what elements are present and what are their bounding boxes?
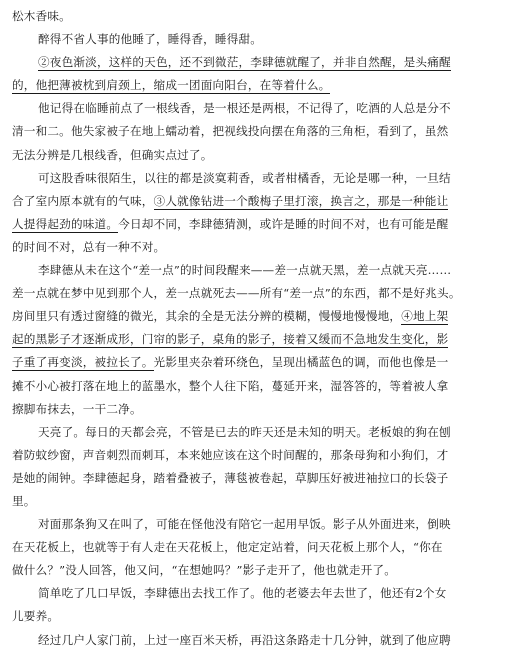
text-line bbox=[12, 167, 500, 190]
text-line bbox=[12, 305, 500, 328]
text-line bbox=[12, 444, 500, 467]
underlined-text: ②夜色渐淡，这样的天色，还不到微茫，李肆德就醒了，并非自然醒，是头痛醒 bbox=[38, 55, 451, 70]
text-line bbox=[12, 629, 500, 652]
text-line bbox=[12, 282, 500, 305]
text-span: 简单吃了几口早饭，李肆德出去找工作了。他的老婆去年去世了，他还有2个女 bbox=[38, 586, 447, 601]
text-line bbox=[12, 236, 500, 259]
underlined-text: 人提得起劲的味道。 bbox=[12, 216, 119, 231]
text-line bbox=[12, 582, 500, 605]
text-line bbox=[12, 5, 500, 28]
text-line bbox=[12, 351, 500, 374]
text-line bbox=[12, 398, 500, 421]
text-span: 今日却不同，李肆德猜测，或许是睡的时间不对，也有可能是醒 bbox=[118, 216, 449, 231]
text-line bbox=[12, 213, 500, 236]
text-span: 在天花板上，也就等于有人走在天花板上，他定定站着，问天花板上那个人，“你在 bbox=[12, 540, 443, 555]
text-line bbox=[12, 605, 500, 628]
underlined-text: 的，他把薄被枕到肩颈上，缩成一团面向阳台，在等着什么。 bbox=[12, 78, 331, 93]
text-line bbox=[12, 328, 500, 351]
text-line bbox=[12, 28, 500, 51]
text-span: 擦脚布抹去，一干二净。 bbox=[12, 401, 142, 416]
underlined-text: 子重了再变淡，被拉长了。 bbox=[12, 355, 154, 370]
text-span: 无法分辨是几根线香，但确实点过了。 bbox=[12, 147, 213, 162]
text-span: 对面那条狗又在叫了，可能在怪他没有陪它一起用早饭。影子从外面进来，倒映 bbox=[38, 517, 451, 532]
text-line bbox=[12, 536, 500, 559]
text-line bbox=[12, 97, 500, 120]
text-line bbox=[12, 559, 500, 582]
text-span: 天亮了。每日的天都会亮，不管是已去的昨天还是未知的明天。老板娘的狗在刨 bbox=[38, 424, 451, 439]
text-span: 合了室内原本就有的气味， bbox=[12, 193, 154, 208]
underlined-text: ③人就像钻进一个酸梅子里打滚，换言之，那是一种能让 bbox=[153, 193, 449, 208]
text-line bbox=[12, 513, 500, 536]
text-span: 着防蚊纱窗，声音刺烈而刺耳，本来她应该在这个时间醒的，那条母狗和小狗们，才 bbox=[12, 447, 449, 462]
text-line bbox=[12, 467, 500, 490]
text-span: 是她的闹钟。李肆德起身，踏着叠被子，薄毯被卷起，草脚压好被进袖拉口的长袋子 bbox=[12, 470, 449, 485]
text-line bbox=[12, 421, 500, 444]
text-span: 他记得在临睡前点了一根线香，是一根还是两根，不记得了，吃酒的人总是分不 bbox=[38, 101, 451, 116]
text-span: 房间里只有透过窗缝的微光，其余的全是无法分辨的模糊，慢慢地慢慢地， bbox=[12, 309, 402, 324]
text-line bbox=[12, 144, 500, 167]
underlined-text: ④地上架 bbox=[401, 309, 449, 324]
text-line bbox=[12, 490, 500, 513]
text-span: 松木香味。 bbox=[12, 9, 71, 23]
text-span: 做什么？”没人回答，他又问，“在想她吗？”影子走开了，他也就走开了。 bbox=[12, 563, 396, 578]
text-span: 里。 bbox=[12, 493, 36, 508]
text-line bbox=[12, 190, 500, 213]
text-line bbox=[12, 375, 500, 398]
text-span: 可这股香味很陌生，以往的都是淡寞莉香，或者柑橘香，无论是哪一种，一旦结 bbox=[38, 170, 451, 185]
text-span: 清一和二。他失家被子在地上蠕动着，把视线投向摆在角落的三角柜，看到了，虽然 bbox=[12, 124, 449, 139]
text-line bbox=[12, 120, 500, 143]
text-span: 摊不小心被打落在地上的蓝墨水，整个人往下陷，蔓延开来，湿答答的，等着被人拿 bbox=[12, 378, 449, 393]
text-span: 光影里夹杂着环绕色，呈现出橘蓝色的调，而他也像是一 bbox=[153, 355, 449, 370]
text-span: 儿要养。 bbox=[12, 609, 60, 624]
text-span: 醉得不省人事的他睡了，睡得香，睡得甜。 bbox=[38, 32, 263, 47]
text-span: 李肆德从未在这个“差一点”的时间段醒来——差一点就天黑，差一点就天亮…… bbox=[38, 263, 452, 278]
text-span: 经过几户人家门前，上过一座百米天桥，再沿这条路走十几分钟，就到了他应聘 bbox=[38, 632, 451, 647]
text-line bbox=[12, 74, 500, 97]
text-line bbox=[12, 259, 500, 282]
text-span: 差一点就在梦中见到那个人，差一点就死去——所有“差一点”的东西，都不是好兆头。 bbox=[12, 286, 461, 301]
text-line bbox=[12, 51, 500, 74]
text-span: 的时间不对，总有一种不对。 bbox=[12, 239, 166, 254]
underlined-text: 起的黑影子才逐渐成形，门帘的影子，桌角的影子，接着又缓而不急地发生变化，影 bbox=[12, 332, 449, 347]
